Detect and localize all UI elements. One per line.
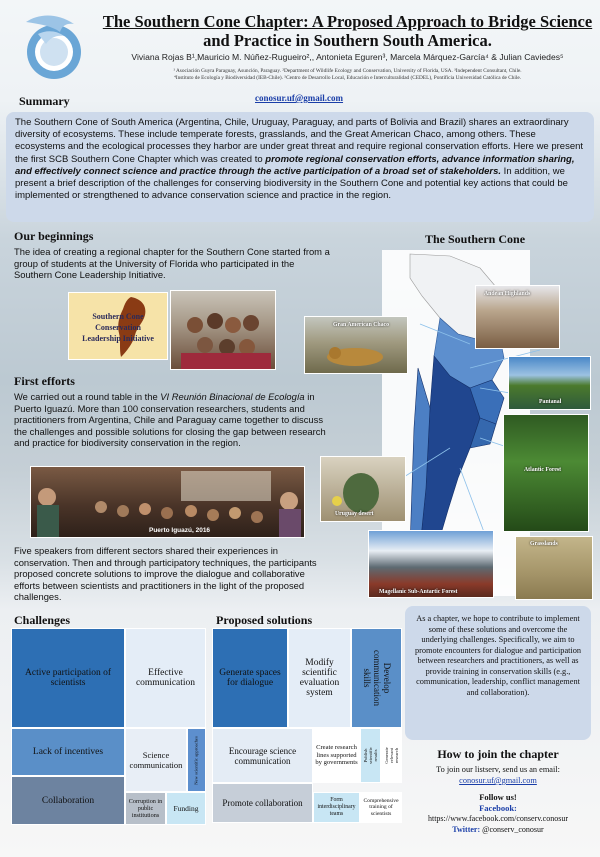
new-approaches-label: New scientific approaches [194,735,199,785]
twitter-line [405,825,591,834]
solution-encourage-communication: Encourage science communication [212,728,313,783]
relevant-label: Generate relevant research [384,747,399,764]
pantanal-label: Pantanal [539,399,562,405]
first-efforts-text [14,391,332,449]
solution-publish-results [360,728,381,783]
challenges-treemap [11,628,206,825]
desert-label: Uruguay desert [335,511,374,517]
facebook-label: Facebook: [479,803,517,813]
magellanic-forest-photo [368,530,494,598]
logo-line-1: Southern Cone [92,312,144,321]
twitter-handle[interactable]: @conserv_conosur [482,825,544,834]
solutions-treemap [212,628,402,823]
summary-heading: Summary [19,94,70,108]
challenge-active-participation: Active participation of scientists [11,628,125,728]
magellanic-label: Magellanic Sub-Antartic Forest [379,589,458,595]
desert-photo [320,456,406,522]
map-heading: The Southern Cone [425,232,526,246]
logo-text [69,311,167,344]
challenge-corruption: Corruption in public institutions [125,792,166,825]
summary-text-bold: promote regional conservation efforts, advance information sharing, and effectively connect science and practice through the active participation of a broad set of stakeholders. [15,153,575,177]
solution-relevant-research [381,728,402,783]
chaco-label: Gran American Chaco [333,322,390,328]
solution-training: Comprehensive training of scientists [360,792,402,823]
leadership-logo [68,292,168,360]
title-line-1: The Southern Cone Chapter: A Proposed Approach to Bridge Science [102,12,593,31]
solution-research-lines: Create research lines supported by governments [313,728,360,783]
beginnings-text: The idea of creating a regional chapter for the Southern Cone started from a group of students at the University of Florida who participated in the Southern Cone Leadership Initiative. [14,246,330,281]
andean-label: Andean Highlands [484,291,531,297]
first-efforts-text-start: We carried out a round table in the [14,391,161,402]
challenge-collaboration: Collaboration [11,776,125,825]
affiliations-line-1: ¹ Asociación Guyra Paraguay, Asunción, Paraguay. ²Department of Wildlife Ecology and Conservation, University of Florida, USA. ³Independent Consultant, Chile. [173,68,522,74]
challenge-new-approaches [187,728,206,792]
scb-logo [8,4,98,84]
facebook-url[interactable]: https://www.facebook.com/conserv.conosur [427,814,569,823]
atlantic-label: Atlantic Forest [524,467,562,473]
atlantic-forest-photo [503,414,589,532]
conference-photo [30,466,305,538]
follow-us: Follow us! [479,792,517,802]
first-efforts-heading: First efforts [14,374,75,388]
beginnings-heading: Our beginnings [14,229,94,243]
solutions-heading: Proposed solutions [216,613,313,627]
grasslands-label: Grasslands [530,541,558,547]
solution-generate-spaces: Generate spaces for dialogue [212,628,288,728]
conference-photo-caption: Puerto Iguazú, 2016 [149,527,211,534]
chaco-photo [304,316,408,374]
logo-line-2: Conservation [95,323,141,332]
solution-interdisciplinary-teams: Form interdisciplinary teams [313,792,360,823]
summary-box [6,112,594,222]
join-email-wrap [405,776,591,785]
challenge-lack-of-incentives: Lack of incentives [11,728,125,776]
group-photo [170,290,276,370]
grasslands-photo [515,536,593,600]
listserv-text: To join our listserv, send us an email: [436,765,560,774]
solution-modify-evaluation: Modify scientific evaluation system [288,628,351,728]
join-heading: How to join the chapter [437,747,559,761]
summary-text-end: In addition, we present a brief description of the challenges for conserving biodiversity in the Southern Cone and potential key actions that could be implemented or strengthened to advance conservation science and practice in the region. [15,165,568,202]
challenge-effective-communication: Effective communication [125,628,206,728]
logo-line-3: Leadership Initiative [82,334,154,343]
pantanal-photo [508,356,591,410]
solution-develop-communication [351,628,402,728]
meeting-name: VI Reunión Binacional de Ecología [160,391,305,402]
develop-comm-label: Develop communication skills [361,650,392,707]
andean-highlands-photo [475,285,560,349]
speakers-text: Five speakers from different sectors shared their experiences in conservation. Then and through participatory techniques, the participants proposed concrete solutions to improve the dialogue and collaborative efforts between scientists and practitioners in the light of the proposed challenges. [14,545,317,603]
affiliations [100,68,595,82]
twitter-label: Twitter: [452,825,481,834]
challenges-heading: Challenges [14,613,71,627]
chapter-goals-box: As a chapter, we hope to contribute to implement some of these solutions and overcome the underlying challenges. Specifically, we aim to promote encounters for dialogue and participation between researchers and practitioners, as well as provide training in conservation skills (e.g., communication, leadership, conflict management and collaboration). [405,606,591,740]
poster-title [100,12,595,50]
challenge-funding: Funding [166,792,206,825]
summary-text: The Southern Cone of South America (Argentina, Chile, Uruguay, Paraguay, and parts of Bolivia and Brazil) shares an extraordinary diversity of ecosystems. These include temperate forests, grasslands, and the Great American Chaco, among others. These ecosystems and the ecological processes they harbor are under great threat and require regional conservation efforts. Here we present the first SCB Southern Cone Chapter which was created to [15,117,584,165]
affiliations-line-2: ⁴Instituto de Ecología y Biodiversidad (IEB-Chile). ⁵Centro de Desarrollo Local, Educación e Interculturalidad (CEDEL), Pontificia Universidad Católica de Chile. [173,75,521,81]
header-email-link[interactable]: conosur.uf@gmail.com [255,93,344,103]
publish-label: Publish scientific results [363,747,378,764]
challenge-science-communication: Science communication [125,728,187,792]
authors: Viviana Rojas B¹,Mauricio M. Núñez-Rugueiro²,, Antonieta Eguren³, Marcela Márquez-García⁴ & Julian Caviedes⁵ [131,52,564,62]
join-email-link[interactable]: conosur.uf@gmail.com [459,776,537,785]
title-line-2: and Practice in Southern South America. [203,31,492,50]
first-efforts-text-end: in Puerto Iguazú. More than 100 conservation researchers, students and practitioners from Argentina, Chile and Paraguay came together to discuss the challenges and possible solutions for closing the gap between research and practice for biodiversity conservation in the region. [14,391,326,449]
solution-promote-collaboration: Promote collaboration [212,783,313,823]
